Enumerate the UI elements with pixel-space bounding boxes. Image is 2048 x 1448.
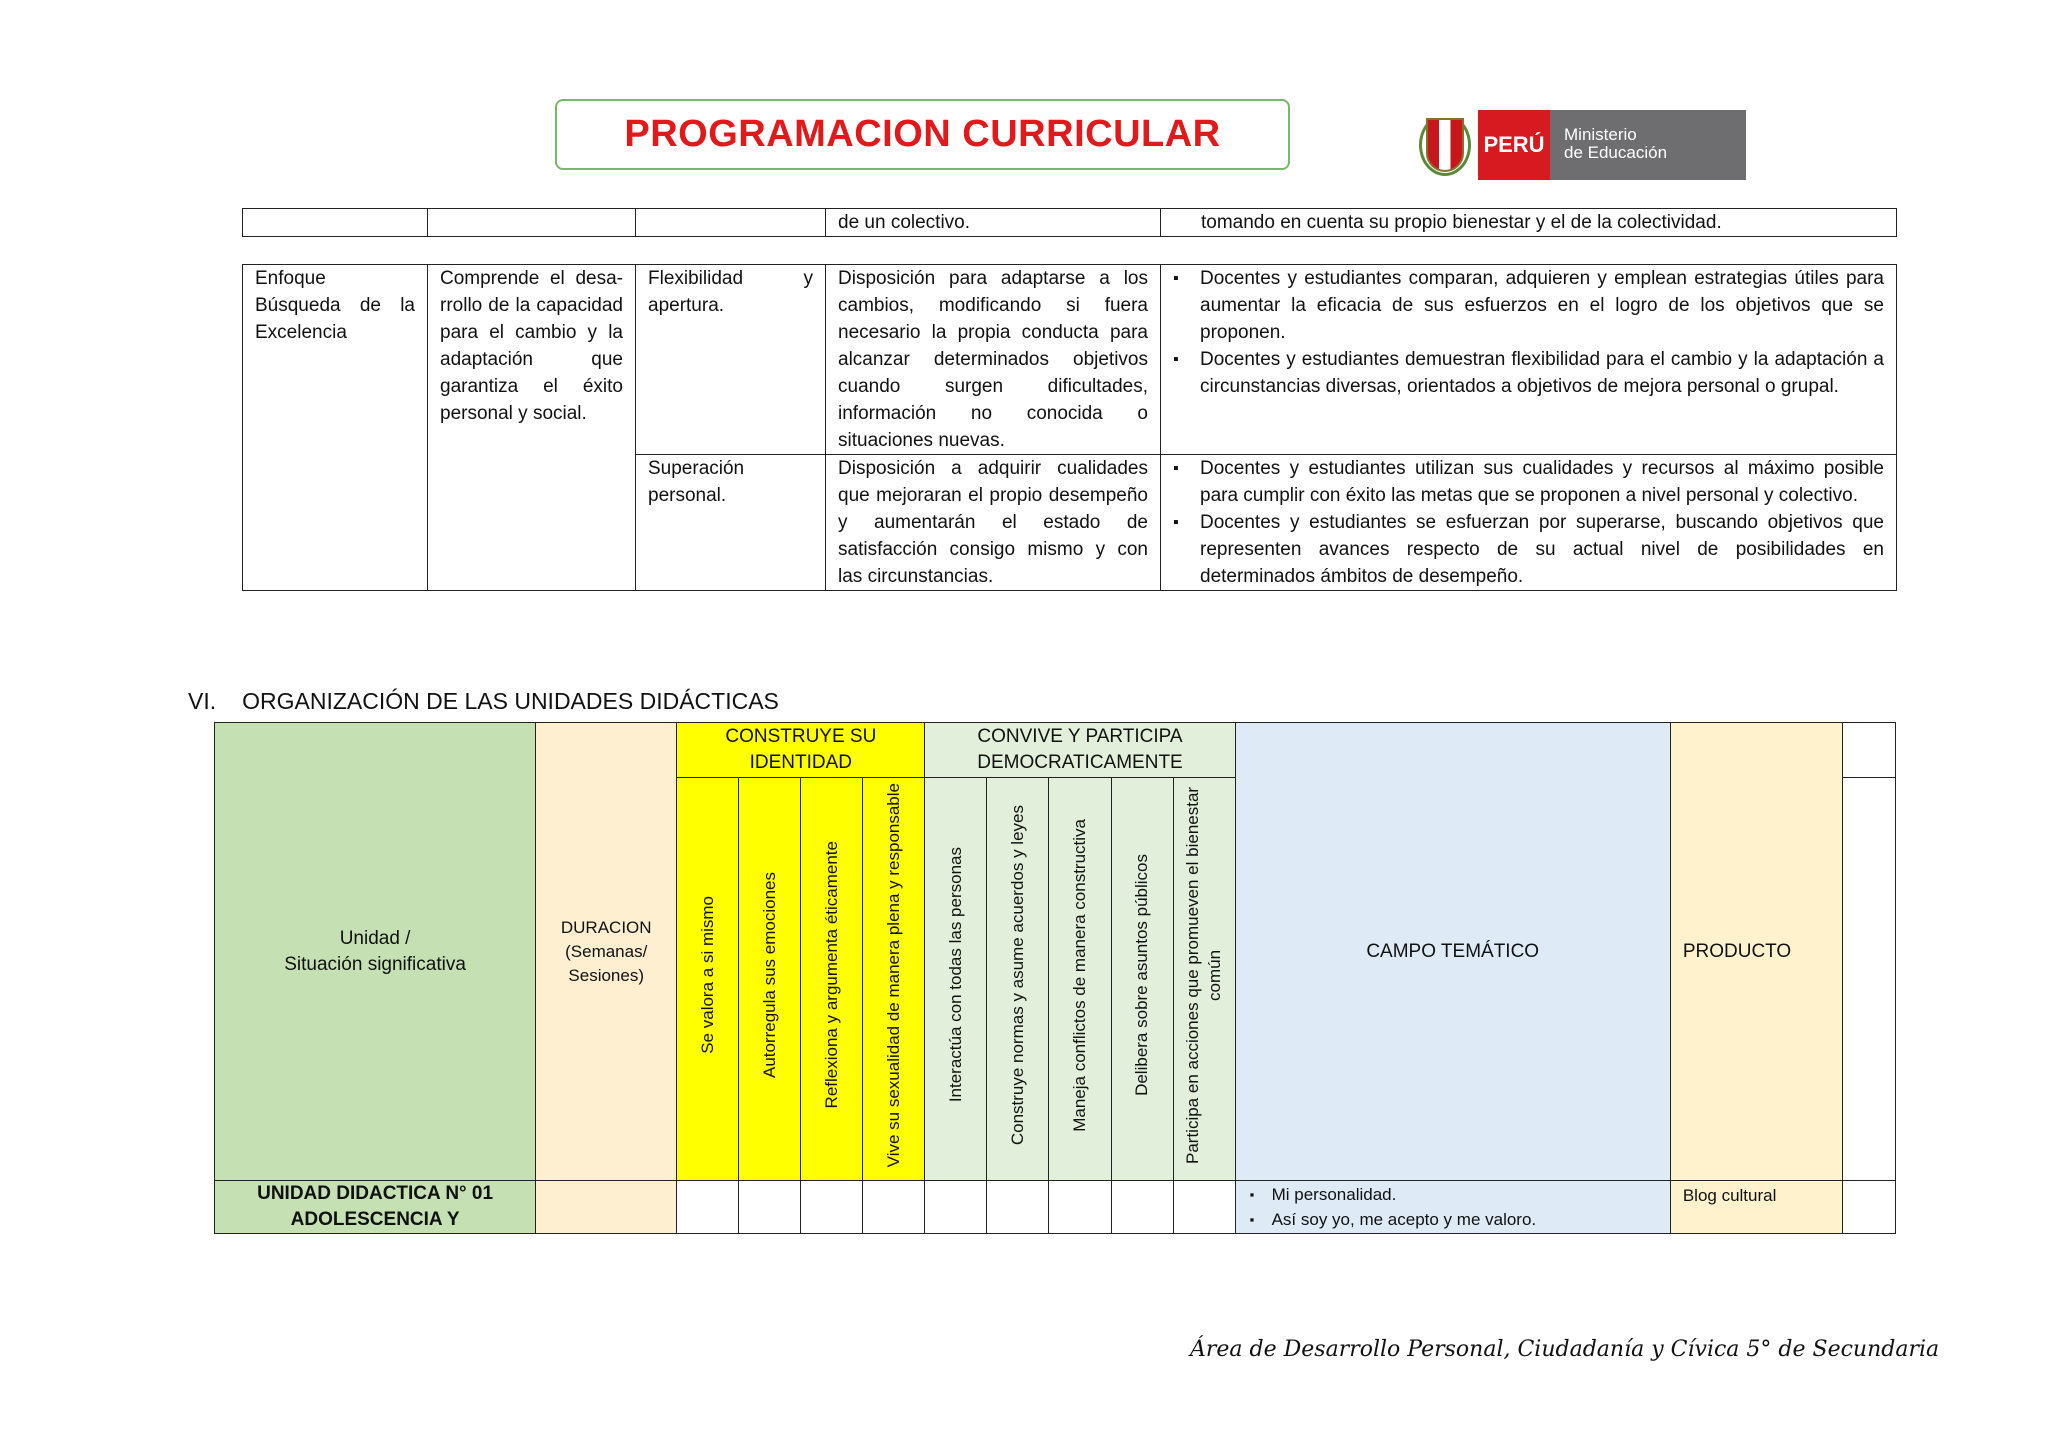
enfoque-actions <box>1161 265 1897 455</box>
capacity-header: Construye normas y asume acuerdos y leyes <box>987 778 1049 1181</box>
producto-header: PRODUCTO <box>1670 723 1842 1181</box>
campo-cell <box>1235 1181 1670 1234</box>
list-item: ▪ Mi personalidad. <box>1250 1182 1666 1207</box>
unit-header: Unidad / Situación significativa <box>215 723 536 1181</box>
continuation-action: tomando en cuenta su propio bienestar y el de la colectividad. <box>1161 209 1897 237</box>
enfoque-name: Enfoque Búsqueda de la Excelencia <box>243 265 428 591</box>
table-row <box>243 209 1897 237</box>
competency-header-convive: CONVIVE Y PARTICIPA DEMOCRATICAMENTE <box>925 723 1235 778</box>
units-table <box>214 722 1896 1234</box>
section-heading <box>188 688 779 715</box>
page-title: PROGRAMACION CURRICULAR <box>555 99 1290 170</box>
section-title: ORGANIZACIÓN DE LAS UNIDADES DIDÁCTICAS <box>242 688 779 714</box>
enfoque-table <box>242 264 1897 591</box>
continuation-value: de un colectivo. <box>826 209 1161 237</box>
list-item: ▪ Docentes y estudiantes comparan, adquieren y emplean estrategias útiles para aumentar la eficacia de sus esfuerzos en el logro de los objetivos que se proponen. <box>1173 265 1884 346</box>
enfoque-value: Flexibilidad y apertura. <box>636 265 826 455</box>
enfoque-value: Superación personal. <box>636 455 826 591</box>
capacity-header: Autorregula sus emociones <box>739 778 801 1181</box>
table-row <box>243 265 1897 455</box>
capacity-header: Interactúa con todas las personas <box>925 778 987 1181</box>
table-row <box>215 1181 1896 1234</box>
table-header-row <box>215 723 1896 778</box>
continuation-table <box>242 208 1897 237</box>
capacity-header: Reflexiona y argumenta éticamente <box>801 778 863 1181</box>
list-item: ▪ Docentes y estudiantes se esfuerzan por superarse, buscando objetivos que representen avances respecto de su actual nivel de posibilidades en determinados ámbitos de desempeño. <box>1173 509 1884 590</box>
logo-country: PERÚ <box>1478 110 1550 180</box>
campo-header: CAMPO TEMÁTICO <box>1235 723 1670 1181</box>
list-item: ▪ Así soy yo, me acepto y me valoro. <box>1250 1207 1666 1232</box>
duration-header: DURACION (Semanas/ Sesiones) <box>536 723 677 1181</box>
list-item: ▪ Docentes y estudiantes demuestran flexibilidad para el cambio y la adaptación a circunstancias diversas, orientados a objetivos de mejora personal o grupal. <box>1173 346 1884 400</box>
enfoque-actions <box>1161 455 1897 591</box>
capacity-header: Delibera sobre asuntos públicos <box>1111 778 1173 1181</box>
enfoque-disposition: Disposición para adaptarse a los cambios, modificando si fuera necesario la propia conducta para alcanzar determinados objetivos cuando surgen dificultades, información no conocida o situaciones nuevas. <box>826 265 1161 455</box>
enfoque-disposition: Disposición a adquirir cualidades que mejoraran el propio desempeño y aumentarán el estado de satisfacción consigo mismo y con las circunstancias. <box>826 455 1161 591</box>
competency-header-identidad: CONSTRUYE SU IDENTIDAD <box>677 723 925 778</box>
capacity-header: Participa en acciones que promueven el bienestar común <box>1173 778 1235 1181</box>
logo-ministry: Ministerio de Educación <box>1550 110 1746 180</box>
section-number: VI. <box>188 688 217 714</box>
capacity-header: Maneja conflictos de manera constructiva <box>1049 778 1111 1181</box>
capacity-header: Se valora a si mismo <box>677 778 739 1181</box>
enfoque-description: Comprende el desa-rrollo de la capacidad para el cambio y la adaptación que garantiza el éxito personal y social. <box>428 265 636 591</box>
ministry-logo <box>1416 110 1746 180</box>
page-footer: Área de Desarrollo Personal, Ciudadanía y Cívica 5° de Secundaria <box>1190 1337 1940 1362</box>
unit-cell: UNIDAD DIDACTICA N° 01 ADOLESCENCIA Y <box>215 1181 536 1234</box>
producto-cell: Blog cultural <box>1670 1181 1842 1234</box>
peru-coat-of-arms-icon <box>1416 110 1474 180</box>
list-item: ▪ Docentes y estudiantes utilizan sus cualidades y recursos al máximo posible para cumplir con éxito las metas que se proponen a nivel personal y colectivo. <box>1173 455 1884 509</box>
capacity-header: Vive su sexualidad de manera plena y responsable <box>863 778 925 1181</box>
